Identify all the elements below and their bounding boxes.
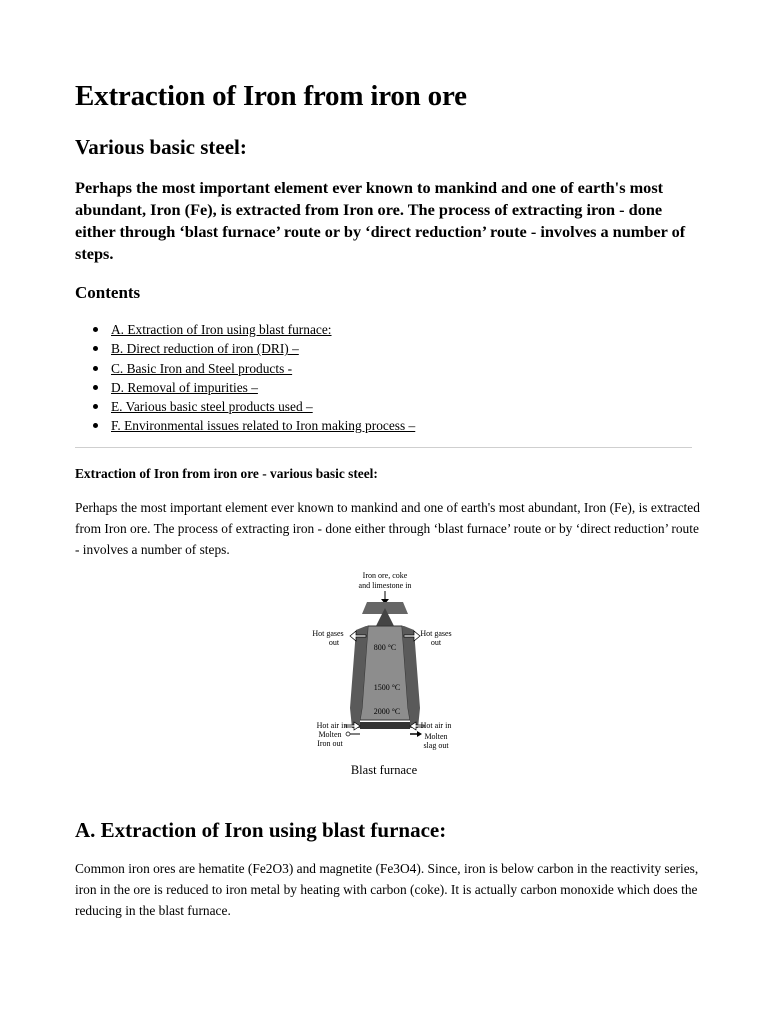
label-temp-1500: 1500 °C — [373, 683, 401, 692]
label-input-1: Iron ore, coke — [362, 571, 408, 580]
furnace-body — [360, 626, 410, 720]
toc-link-a[interactable]: A. Extraction of Iron using blast furnace: — [111, 322, 332, 337]
toc-link-d[interactable]: D. Removal of impurities – — [111, 379, 258, 395]
label-air-right: Hot air in — [420, 721, 452, 730]
toc-item-b — [75, 339, 415, 358]
label-air-left: Hot air in — [316, 721, 348, 730]
toc-link-c[interactable]: C. Basic Iron and Steel products - — [111, 360, 293, 376]
intro-paragraph: Perhaps the most important element ever known to mankind and one of earth's most abundant, Iron (Fe), is extracted from Iron ore. The process of extracting iron - done either through ‘blast furnace’ route or by ‘direct reduction’ route - involves a number of steps. — [75, 500, 700, 557]
page-title: Extraction of Iron from iron ore — [75, 80, 467, 112]
label-temp-2000: 2000 °C — [373, 707, 401, 716]
section-subtitle: Extraction of Iron from iron ore - various basic steel: — [75, 466, 378, 481]
contents-heading: Contents — [75, 283, 141, 302]
label-gases-left-1: Hot gases — [312, 629, 344, 638]
table-of-contents — [75, 320, 415, 436]
blast-furnace-diagram — [300, 568, 470, 768]
toc-link-b[interactable]: B. Direct reduction of iron (DRI) – — [111, 341, 299, 357]
toc-link-f[interactable]: F. Environmental issues related to Iron making process – — [111, 418, 416, 434]
blast-furnace-figure — [300, 568, 470, 780]
label-gases-right-2: out — [430, 638, 442, 647]
section-divider — [75, 447, 692, 448]
label-iron-out-1: Molten — [318, 730, 342, 739]
label-gases-left-2: out — [328, 638, 340, 647]
toc-item-f — [75, 416, 415, 435]
toc-item-d — [75, 378, 415, 397]
label-temp-800: 800 °C — [373, 643, 397, 652]
label-input-2: and limestone in — [358, 581, 412, 590]
label-slag-out-1: Molten — [424, 732, 448, 741]
section-a-paragraph: Common iron ores are hematite (Fe2O3) and magnetite (Fe3O4). Since, iron is below carbon in the reactivity series, iron in the ore is reduced to iron metal by heating with carbon (coke). It is actually carbon monoxide which does the reducing in the blast furnace. — [75, 861, 699, 918]
page-subtitle: Various basic steel: — [75, 135, 247, 159]
lead-paragraph: Perhaps the most important element ever known to mankind and one of earth's most abundant, Iron (Fe), is extracted from Iron ore. The process of extracting iron - done either through ‘blast furnace’ route or by ‘direct reduction’ route - involves a number of steps. — [75, 178, 686, 263]
section-a-heading: A. Extraction of Iron using blast furnace: — [75, 818, 447, 842]
toc-link-e[interactable]: E. Various basic steel products used – — [111, 399, 313, 415]
label-gases-right-1: Hot gases — [420, 629, 452, 638]
label-iron-out-2: Iron out — [317, 739, 343, 748]
label-slag-out-2: slag out — [423, 741, 449, 750]
toc-item-c — [75, 359, 415, 378]
toc-item-e — [75, 397, 415, 416]
slag-out-arrow — [417, 731, 422, 737]
toc-item-a — [75, 320, 415, 339]
furnace-hearth — [360, 722, 410, 729]
iron-out-tap — [346, 732, 350, 736]
figure-caption: Blast furnace — [350, 763, 418, 777]
